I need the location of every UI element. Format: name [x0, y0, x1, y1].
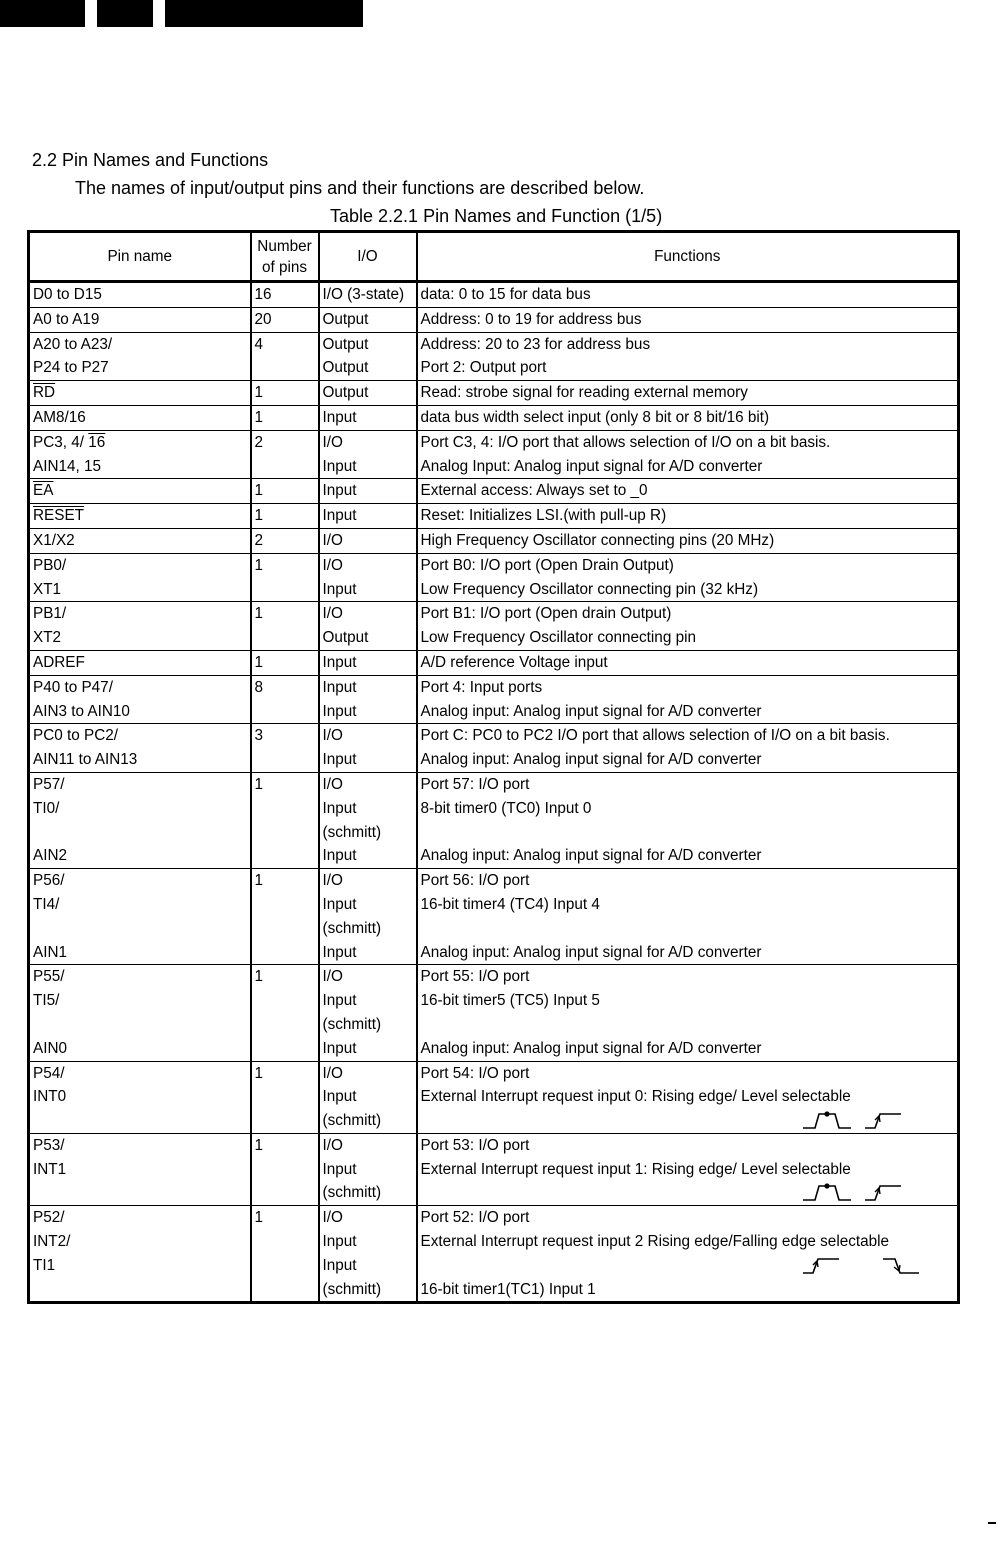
pin-table-container [27, 230, 957, 1304]
level-waveform-icon [801, 1183, 861, 1203]
cell-io [319, 1133, 417, 1205]
pin-name-line: PB0/ [33, 556, 67, 574]
function-line: External Interrupt request input 0: Rising edge/ Level selectable [420, 1088, 851, 1106]
pin-name-line: PB1/ [33, 605, 67, 623]
pin-count: 1 [254, 556, 264, 574]
io-line: I/O [322, 727, 343, 745]
function-line: 16-bit timer5 (TC5) Input 5 [420, 992, 600, 1010]
io-line: I/O [322, 531, 343, 549]
io-line: Input [322, 1233, 357, 1251]
table-row [29, 504, 959, 529]
cell-io [319, 965, 417, 1061]
table-row [29, 869, 959, 965]
io-line: Output [322, 384, 369, 402]
io-line: Input [322, 1160, 357, 1178]
cell-number-of-pins [251, 405, 319, 430]
pin-count: 3 [254, 727, 264, 745]
header-functions: Functions [417, 232, 959, 282]
function-line: Port 56: I/O port [420, 872, 530, 890]
io-line: Input [322, 702, 357, 720]
page-corner-mark [988, 1522, 996, 1524]
section-title: 2.2 Pin Names and Functions [32, 150, 269, 170]
cell-pin-name [29, 1061, 251, 1133]
pin-table-body [29, 282, 959, 1303]
cell-number-of-pins [251, 553, 319, 602]
table-row [29, 1061, 959, 1133]
table-row [29, 479, 959, 504]
pin-name-line: PC3, 4/ 16 [33, 433, 106, 451]
io-line: Input [322, 408, 357, 426]
pin-count: 1 [254, 653, 264, 671]
io-line: Input [322, 992, 357, 1010]
falling-waveform-icon [881, 1256, 925, 1276]
pin-count: 1 [254, 775, 264, 793]
cell-io [319, 724, 417, 773]
cell-pin-name [29, 282, 251, 308]
pin-name-line [33, 821, 250, 845]
io-line: I/O [322, 433, 343, 451]
cell-io [319, 1061, 417, 1133]
cell-pin-name [29, 1133, 251, 1205]
function-line: High Frequency Oscillator connecting pins (20 MHz) [420, 531, 775, 549]
cell-functions [417, 965, 959, 1061]
cell-number-of-pins [251, 307, 319, 332]
pin-count: 8 [254, 678, 264, 696]
pin-count: 20 [254, 310, 272, 328]
pin-name-line: A20 to A23/ [33, 335, 113, 353]
function-line: Address: 0 to 19 for address bus [420, 310, 642, 328]
pin-count: 1 [254, 968, 264, 986]
function-line: Port 53: I/O port [420, 1136, 530, 1154]
table-row [29, 772, 959, 868]
header-block-1 [0, 0, 85, 27]
pin-name-line: X1/X2 [33, 531, 75, 549]
table-row [29, 675, 959, 724]
table-caption: Table 2.2.1 Pin Names and Function (1/5) [330, 206, 663, 226]
function-line: data: 0 to 15 for data bus [420, 286, 591, 303]
cell-number-of-pins [251, 869, 319, 965]
cell-io [319, 772, 417, 868]
pin-count: 2 [254, 531, 264, 549]
io-line: Input [322, 895, 357, 913]
io-line: I/O [322, 968, 343, 986]
pin-count: 1 [254, 872, 264, 890]
table-row [29, 381, 959, 406]
cell-pin-name [29, 965, 251, 1061]
cell-functions [417, 381, 959, 406]
cell-functions [417, 1133, 959, 1205]
function-line: 8-bit timer0 (TC0) Input 0 [420, 799, 592, 817]
cell-functions [417, 675, 959, 724]
function-line: Port 57: I/O port [420, 775, 530, 793]
cell-functions [417, 602, 959, 651]
io-line: I/O [322, 872, 343, 890]
io-line: Input [322, 678, 357, 696]
table-row [29, 1206, 959, 1303]
rising-waveform-icon [863, 1111, 907, 1131]
cell-number-of-pins [251, 772, 319, 868]
pin-count: 1 [254, 1064, 264, 1082]
cell-pin-name [29, 528, 251, 553]
function-line: Port 52: I/O port [420, 1209, 530, 1227]
pin-name-line [33, 1109, 250, 1133]
function-line [421, 1109, 958, 1133]
function-line [421, 1181, 958, 1205]
cell-io [319, 650, 417, 675]
io-line: Output [322, 359, 369, 377]
io-line: I/O [322, 556, 343, 574]
function-line: Port 54: I/O port [420, 1064, 530, 1082]
cell-number-of-pins [251, 528, 319, 553]
level-waveform-icon [801, 1111, 861, 1131]
cell-functions [417, 430, 959, 479]
table-row [29, 724, 959, 773]
cell-functions [417, 724, 959, 773]
pin-count: 1 [254, 1209, 264, 1227]
function-line: External Interrupt request input 2 Rising edge/Falling edge selectable [420, 1233, 890, 1251]
io-line: (schmitt) [322, 1280, 382, 1298]
function-line: 16-bit timer1(TC1) Input 1 [420, 1280, 596, 1298]
table-row [29, 430, 959, 479]
io-line: Input [322, 457, 357, 475]
cell-number-of-pins [251, 724, 319, 773]
header-number-of-pins [251, 232, 319, 282]
cell-number-of-pins [251, 675, 319, 724]
function-line: Port 4: Input ports [420, 678, 543, 696]
pin-name-line: XT2 [33, 629, 62, 647]
function-line: Port 2: Output port [420, 359, 547, 377]
cell-io [319, 1206, 417, 1303]
pin-count: 1 [254, 482, 264, 500]
pin-name-line: XT1 [33, 580, 62, 598]
pin-name-line: P56/ [33, 872, 65, 890]
section-description: The names of input/output pins and their functions are described below. [75, 178, 645, 198]
function-line: Low Frequency Oscillator connecting pin [420, 629, 696, 647]
table-row [29, 405, 959, 430]
cell-functions [417, 332, 959, 381]
table-row [29, 528, 959, 553]
cell-io [319, 282, 417, 308]
function-line: 16-bit timer4 (TC4) Input 4 [420, 895, 600, 913]
function-line: Analog input: Analog input signal for A/D converter [420, 702, 762, 720]
function-line: Analog input: Analog input signal for A/D converter [420, 847, 762, 865]
io-line: (schmitt) [322, 823, 382, 841]
pin-name-line: AIN2 [33, 847, 68, 865]
cell-pin-name [29, 405, 251, 430]
function-line: Port C3, 4: I/O port that allows selection of I/O on a bit basis. [420, 433, 831, 451]
table-row [29, 332, 959, 381]
io-line: I/O [322, 1136, 343, 1154]
function-line: Analog input: Analog input signal for A/D converter [420, 943, 762, 961]
pin-name-line: AIN0 [33, 1039, 68, 1057]
function-line: Port B1: I/O port (Open drain Output) [420, 605, 672, 623]
pin-name-line: AIN11 to AIN13 [33, 751, 138, 769]
cell-pin-name [29, 1206, 251, 1303]
function-line: A/D reference Voltage input [420, 653, 608, 671]
pin-name-line [33, 917, 250, 941]
header-pin-name: Pin name [29, 232, 251, 282]
table-row [29, 965, 959, 1061]
cell-pin-name [29, 675, 251, 724]
pin-name-line: AM8/16 [33, 408, 86, 426]
cell-pin-name [29, 430, 251, 479]
cell-pin-name [29, 332, 251, 381]
header-number-line1: Number [257, 237, 312, 255]
cell-io [319, 553, 417, 602]
pin-count: 1 [254, 408, 264, 426]
function-line: Port B0: I/O port (Open Drain Output) [420, 556, 674, 574]
io-line: Output [322, 629, 369, 647]
pin-name-line: INT1 [33, 1160, 67, 1178]
io-line: Output [322, 310, 369, 328]
cell-io [319, 430, 417, 479]
cell-pin-name [29, 479, 251, 504]
cell-functions [417, 307, 959, 332]
pin-name-line: A0 to A19 [33, 310, 100, 328]
io-line: (schmitt) [322, 919, 382, 937]
cell-number-of-pins [251, 650, 319, 675]
pin-name-line: AIN3 to AIN10 [33, 702, 130, 720]
cell-number-of-pins [251, 479, 319, 504]
cell-pin-name [29, 381, 251, 406]
pin-name-line [33, 1278, 250, 1302]
function-line: Read: strobe signal for reading external memory [420, 384, 748, 402]
cell-functions [417, 405, 959, 430]
pin-count: 1 [254, 605, 264, 623]
pin-name-line: INT2/ [33, 1233, 71, 1251]
pin-name-line: TI1 [33, 1256, 56, 1274]
cell-functions [417, 504, 959, 529]
pin-table [27, 230, 960, 1304]
pin-name-line: P24 to P27 [33, 359, 109, 377]
cell-pin-name [29, 553, 251, 602]
pin-count: 16 [254, 286, 272, 303]
cell-pin-name [29, 602, 251, 651]
function-line: Reset: Initializes LSI.(with pull-up R) [420, 507, 667, 525]
pin-name-line: $\overline{EA}$ [33, 482, 54, 500]
cell-io [319, 307, 417, 332]
header-number-line2: of pins [261, 258, 308, 276]
io-line: I/O [322, 605, 343, 623]
cell-functions [417, 1206, 959, 1303]
cell-number-of-pins [251, 332, 319, 381]
io-line: I/O [322, 1209, 343, 1227]
io-line: Input [322, 482, 357, 500]
cell-io [319, 869, 417, 965]
header-io: I/O [319, 232, 417, 282]
io-line: Input [322, 751, 357, 769]
table-header-row [29, 232, 959, 282]
function-line: External access: Always set to _0 [420, 482, 648, 500]
io-line: I/O [322, 775, 343, 793]
io-line: (schmitt) [322, 1015, 382, 1033]
pin-name-line: TI0/ [33, 799, 60, 817]
pin-name-line: $\overline{RD}$ [33, 384, 56, 402]
cell-io [319, 528, 417, 553]
io-line: Input [322, 1256, 357, 1274]
cell-io [319, 381, 417, 406]
pin-count: 2 [254, 433, 264, 451]
pin-name-line: TI4/ [33, 895, 60, 913]
pin-name-line: P52/ [33, 1209, 65, 1227]
function-line: Address: 20 to 23 for address bus [420, 335, 651, 353]
cell-io [319, 479, 417, 504]
pin-name-line: P40 to P47/ [33, 678, 113, 696]
cell-functions [417, 772, 959, 868]
function-line: External Interrupt request input 1: Rising edge/ Level selectable [420, 1160, 851, 1178]
table-row [29, 307, 959, 332]
cell-number-of-pins [251, 381, 319, 406]
table-row [29, 602, 959, 651]
io-line: Input [322, 943, 357, 961]
io-line: Output [322, 335, 369, 353]
table-row [29, 1133, 959, 1205]
io-line: Input [322, 1039, 357, 1057]
cell-io [319, 602, 417, 651]
pin-count: 4 [254, 335, 264, 353]
pin-name-line: RESET [33, 507, 84, 525]
io-line: I/O (3-state) [322, 286, 405, 303]
cell-number-of-pins [251, 1206, 319, 1303]
function-line: Analog Input: Analog input signal for A/D converter [420, 457, 763, 475]
cell-io [319, 405, 417, 430]
cell-pin-name [29, 504, 251, 529]
function-line: Low Frequency Oscillator connecting pin (32 kHz) [420, 580, 759, 598]
io-line: (schmitt) [322, 1184, 382, 1202]
table-row [29, 553, 959, 602]
cell-functions [417, 528, 959, 553]
pin-name-line: P57/ [33, 775, 65, 793]
table-row [29, 650, 959, 675]
cell-number-of-pins [251, 430, 319, 479]
pin-name-line: D0 to D15 [33, 286, 102, 303]
pin-name-line: P54/ [33, 1064, 65, 1082]
function-line: Port 55: I/O port [420, 968, 530, 986]
cell-functions [417, 650, 959, 675]
header-block-2 [97, 0, 153, 27]
function-line [421, 917, 958, 941]
io-line: Input [322, 799, 357, 817]
function-line [421, 1013, 958, 1037]
io-line: Input [322, 653, 357, 671]
cell-pin-name [29, 869, 251, 965]
pin-name-line: ADREF [33, 653, 85, 671]
pin-name-line: AIN1 [33, 943, 68, 961]
cell-number-of-pins [251, 504, 319, 529]
pin-name-line: PC0 to PC2/ [33, 727, 119, 745]
rising-waveform-icon [863, 1183, 907, 1203]
pin-name-line [33, 1181, 250, 1205]
cell-number-of-pins [251, 1061, 319, 1133]
io-line: Input [322, 847, 357, 865]
cell-functions [417, 282, 959, 308]
pin-count: 1 [254, 507, 264, 525]
pin-name-line: INT0 [33, 1088, 67, 1106]
io-line: Input [322, 507, 357, 525]
cell-number-of-pins [251, 1133, 319, 1205]
cell-functions [417, 1061, 959, 1133]
cell-io [319, 675, 417, 724]
cell-number-of-pins [251, 282, 319, 308]
function-line [421, 821, 958, 845]
io-line: Input [322, 580, 357, 598]
header-block-3 [165, 0, 363, 27]
cell-pin-name [29, 650, 251, 675]
io-line: Input [322, 1088, 357, 1106]
cell-functions [417, 553, 959, 602]
cell-io [319, 332, 417, 381]
cell-functions [417, 869, 959, 965]
function-line [421, 1254, 958, 1278]
pin-count: 1 [254, 1136, 264, 1154]
function-line: Analog input: Analog input signal for A/D converter [420, 1039, 762, 1057]
cell-pin-name [29, 307, 251, 332]
cell-pin-name [29, 772, 251, 868]
pin-name-line [33, 1013, 250, 1037]
pin-count: 1 [254, 384, 264, 402]
io-line: I/O [322, 1064, 343, 1082]
cell-number-of-pins [251, 965, 319, 1061]
cell-number-of-pins [251, 602, 319, 651]
rising-waveform-icon [801, 1256, 845, 1276]
cell-pin-name [29, 724, 251, 773]
pin-name-line: TI5/ [33, 992, 60, 1010]
table-row [29, 282, 959, 308]
function-line: data bus width select input (only 8 bit or 8 bit/16 bit) [420, 408, 770, 426]
cell-io [319, 504, 417, 529]
pin-name-line: P55/ [33, 968, 65, 986]
pin-name-line: P53/ [33, 1136, 65, 1154]
function-line: Port C: PC0 to PC2 I/O port that allows selection of I/O on a bit basis. [420, 727, 890, 745]
function-line: Analog input: Analog input signal for A/D converter [420, 751, 762, 769]
pin-name-line: AIN14, 15 [33, 457, 102, 475]
io-line: (schmitt) [322, 1112, 382, 1130]
cell-functions [417, 479, 959, 504]
